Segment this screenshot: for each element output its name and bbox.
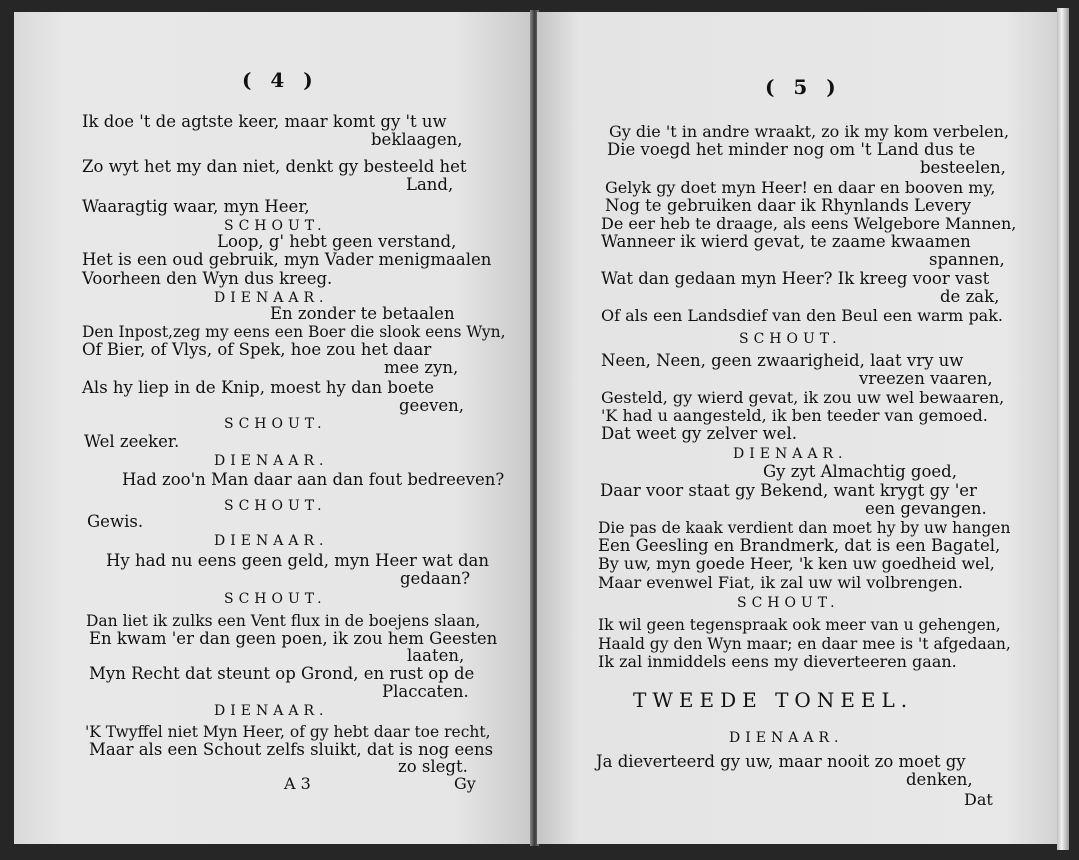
text-line: Gy die 't in andre wraakt, zo ik my kom verbelen, [609, 122, 1010, 141]
text-line: Ik wil geen tegenspraak ook meer van u gehengen, [598, 616, 1001, 634]
text-line: geeven, [399, 396, 465, 415]
text-line: Voorheen den Wyn dus kreeg. [82, 269, 333, 288]
text-line: 'K Twyffel niet Myn Heer, of gy hebt daar toe recht, [85, 723, 491, 741]
speaker-label: DIENAAR. [214, 290, 329, 306]
catchword: Dat [964, 790, 993, 809]
text-line: Den Inpost,zeg my eens een Boer die slook eens Wyn, [82, 323, 506, 341]
page-number-left: ( 4 ) [242, 68, 319, 92]
text-line: beklaagen, [371, 130, 463, 149]
speaker-label: DIENAAR. [733, 446, 848, 462]
text-line: Daar voor staat gy Bekend, want krygt gy 'er [600, 481, 977, 500]
text-line: Placcaten. [382, 682, 469, 701]
signature-mark: A 3 [284, 774, 311, 793]
text-line: Gy zyt Almachtig goed, [763, 462, 957, 481]
text-line: Neen, Neen, geen zwaarigheid, laat vry uw [601, 351, 964, 370]
text-line: Waaragtig waar, myn Heer, [82, 197, 310, 216]
text-line: spannen, [929, 250, 1005, 269]
text-line: Ik doe 't de agtste keer, maar komt gy 't uw [82, 112, 447, 131]
speaker-label: SCHOUT. [737, 595, 840, 611]
text-line: Het is een oud gebruik, myn Vader menigmaalen [82, 250, 492, 269]
text-line: Land, [406, 175, 454, 194]
text-line: Een Geesling en Brandmerk, dat is een Bagatel, [598, 536, 1001, 555]
speaker-label: DIENAAR. [214, 533, 329, 549]
text-line: Ja dieverteerd gy uw, maar nooit zo moet gy [596, 752, 966, 771]
text-line: Wanneer ik wierd gevat, te zaame kwaamen [601, 232, 971, 251]
text-line: Loop, g' hebt geen verstand, [217, 232, 457, 251]
text-line: mee zyn, [384, 358, 459, 377]
text-line: gedaan? [400, 569, 471, 588]
speaker-label: SCHOUT. [224, 416, 327, 432]
text-line: een gevangen. [865, 499, 987, 518]
text-line: By uw, myn goede Heer, 'k ken uw goedheid wel, [598, 554, 995, 573]
text-line: besteelen, [920, 158, 1006, 177]
text-line: 'K had u aangesteld, ik ben teeder van gemoed. [601, 406, 988, 425]
speaker-label: DIENAAR. [214, 453, 329, 469]
text-line: Gelyk gy doet myn Heer! en daar en booven my, [605, 178, 996, 197]
text-line: Of als een Landsdief van den Beul een warm pak. [601, 306, 1003, 325]
text-line: Die pas de kaak verdient dan moet hy by uw hangen [598, 519, 1011, 537]
text-line: Nog te gebruiken daar ik Rhynlands Levery [605, 196, 972, 215]
text-line: Gesteld, gy wierd gevat, ik zou uw wel bewaaren, [601, 388, 1005, 407]
right-page [537, 12, 1057, 844]
text-line: Haald gy den Wyn maar; en daar mee is 't afgedaan, [598, 635, 1011, 653]
text-line: En kwam 'er dan geen poen, ik zou hem Geesten [89, 629, 498, 648]
text-line: Hy had nu eens geen geld, myn Heer wat dan [106, 551, 489, 570]
speaker-label: SCHOUT. [739, 331, 842, 347]
speaker-label: SCHOUT. [224, 498, 327, 514]
text-line: vreezen vaaren, [859, 369, 993, 388]
speaker-label: DIENAAR. [729, 730, 844, 746]
text-line: Myn Recht dat steunt op Grond, en rust op de [89, 664, 475, 683]
text-line: laaten, [407, 646, 465, 665]
text-line: Als hy liep in de Knip, moest hy dan boete [82, 378, 435, 397]
text-line: Dan liet ik zulks een Vent flux in de boejens slaan, [86, 612, 481, 630]
text-line: Of Bier, of Vlys, of Spek, hoe zou het daar [82, 340, 432, 359]
scene-heading: TWEEDE TONEEL. [633, 688, 914, 712]
text-line: Maar evenwel Fiat, ik zal uw wil volbrengen. [598, 573, 963, 592]
text-line: En zonder te betaalen [270, 304, 455, 323]
text-line: denken, [906, 770, 973, 789]
text-line: Die voegd het minder nog om 't Land dus te [607, 140, 976, 159]
text-line: De eer heb te draage, als eens Welgebore Mannen, [601, 214, 1017, 233]
text-line: Wat dan gedaan myn Heer? Ik kreeg voor vast [601, 269, 990, 288]
text-line: zo slegt. [398, 757, 468, 776]
text-line: Had zoo'n Man daar aan dan fout bedreeven? [122, 470, 505, 489]
text-line: de zak, [940, 287, 1000, 306]
page-number-right: ( 5 ) [765, 75, 842, 99]
text-line: Wel zeeker. [84, 432, 180, 451]
catchword: Gy [454, 774, 476, 793]
speaker-label: DIENAAR. [214, 703, 329, 719]
text-line: Zo wyt het my dan niet, denkt gy besteeld het [82, 157, 467, 176]
speaker-label: SCHOUT. [224, 218, 327, 234]
text-line: Dat weet gy zelver wel. [601, 424, 797, 443]
text-line: Ik zal inmiddels eens my dieverteeren gaan. [598, 652, 957, 671]
left-page [14, 12, 532, 844]
speaker-label: SCHOUT. [224, 591, 327, 607]
page-edge [1057, 8, 1069, 850]
text-line: Gewis. [87, 512, 144, 531]
text-line: Maar als een Schout zelfs sluikt, dat is nog eens [89, 740, 494, 759]
